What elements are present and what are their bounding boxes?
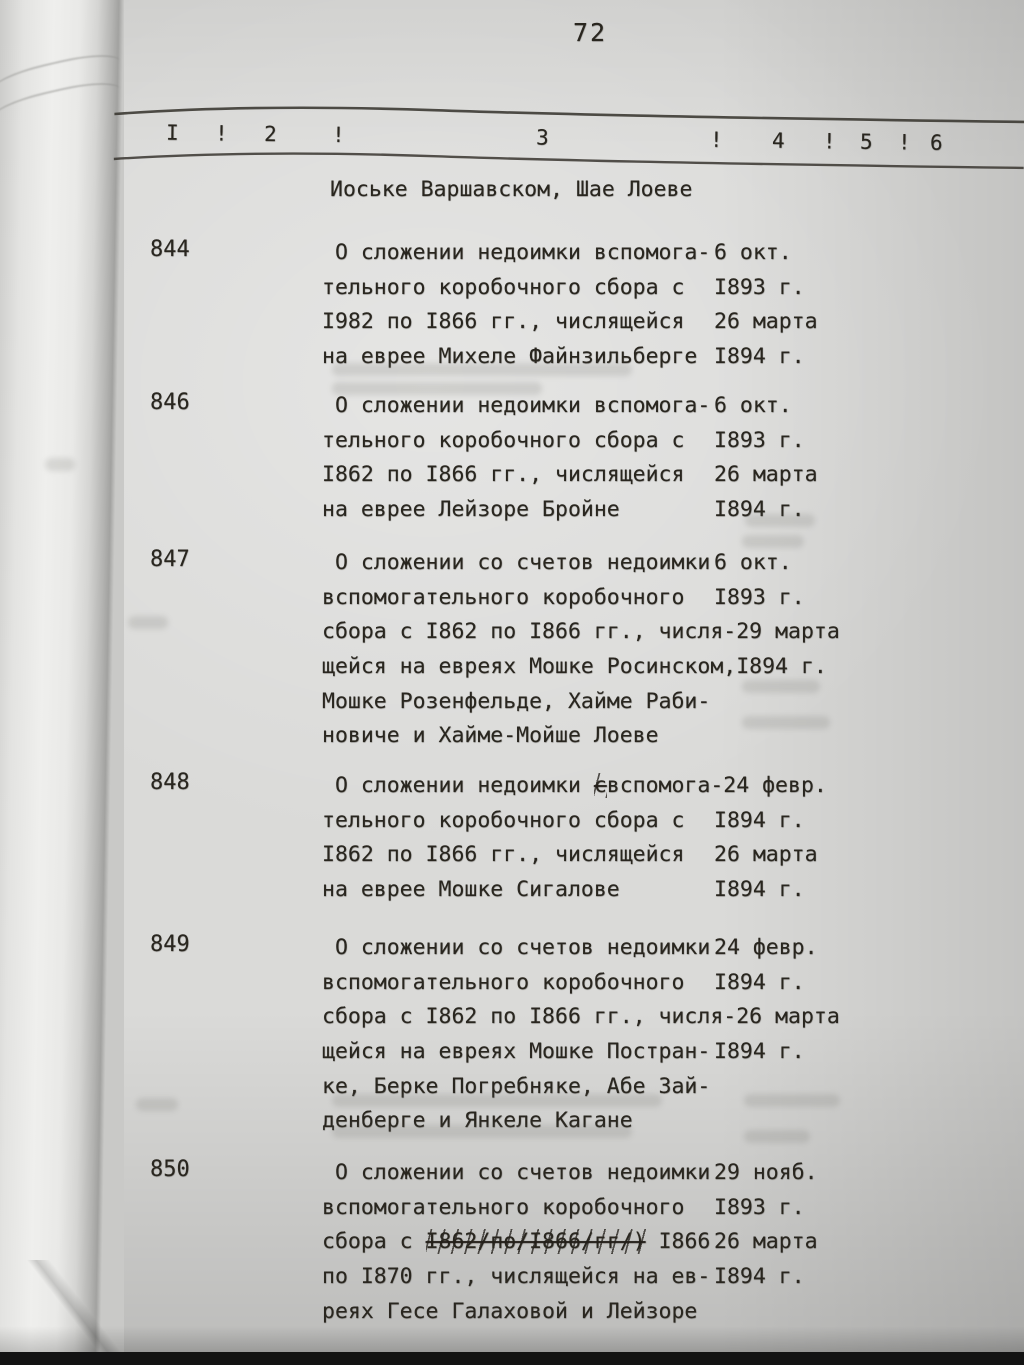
entry-text-line — [322, 428, 818, 463]
entry-line-date: I894 г. — [714, 344, 805, 370]
entry-lines — [322, 240, 818, 379]
entry-lines — [322, 935, 840, 1143]
header-cell: ! — [709, 127, 723, 152]
entry-line-date: 29 нояб. — [714, 1160, 818, 1185]
entry-line-date: I894 г. — [714, 1264, 805, 1290]
bleedthrough-smudge — [332, 382, 542, 395]
header-cell: 5 — [859, 129, 873, 154]
entry-text-line — [322, 309, 818, 344]
bleedthrough-smudge — [744, 1094, 840, 1107]
entry-line-date: I894 г. — [714, 969, 805, 995]
entry-text-line — [322, 935, 840, 970]
bottom-scan-edge — [0, 1352, 1024, 1365]
entry-line-date: 26 марта — [714, 309, 818, 335]
entry-lines — [322, 773, 827, 912]
entry-line-text: О сложении со счетов недоимки — [322, 1160, 711, 1185]
bleedthrough-smudge — [136, 1098, 178, 1111]
entry-line-text — [322, 1229, 714, 1254]
entry-line-date: I893 г. — [714, 274, 805, 300]
entry-line-text: вспомогательного коробочного — [322, 1194, 685, 1220]
entry-line-date: I894 г. — [714, 877, 805, 903]
entry-text-line — [322, 1229, 818, 1264]
entry-text-line — [322, 550, 840, 585]
table-header-rules — [113, 98, 1024, 188]
entry-line-text: щейся на евреях Мошке Постран- — [322, 1039, 711, 1065]
entry-text-line — [322, 393, 818, 428]
entry-line-text: тельного коробочного сбора с — [322, 427, 685, 453]
entry-number: 846 — [150, 390, 190, 415]
header-cell: 6 — [929, 130, 943, 155]
bleedthrough-smudge — [742, 680, 820, 693]
text-segment: сбора с — [322, 1229, 426, 1255]
entry-number: 844 — [150, 237, 190, 262]
entry-line-text: новиче и Хайме-Мойше Лоеве — [322, 723, 659, 749]
entry-line-date: I894 г. — [714, 807, 805, 833]
header-cell: I — [165, 120, 179, 145]
bleedthrough-smudge — [744, 1130, 810, 1143]
entry-line-text: денберге и Янкеле Кагане — [322, 1108, 633, 1134]
entry-line-date: 6 окт. — [714, 550, 792, 575]
entry-line-text — [322, 773, 723, 798]
entry-line-date: 26 марта — [714, 842, 818, 868]
entry-line-text: I862 по I866 гг., числящейся — [322, 842, 685, 868]
entry-line-date: 26 марта — [714, 462, 818, 488]
continuation-text: Иоське Варшавском, Шае Лоеве — [330, 177, 693, 202]
entry-number: 849 — [150, 932, 190, 957]
entry-text-line — [322, 808, 827, 843]
entry-line-text: по I870 гг., числящейся на ев- — [322, 1264, 711, 1290]
header-cell: ! — [897, 130, 911, 155]
header-cell: 4 — [771, 128, 785, 153]
previous-page-curl — [0, 0, 124, 1365]
entry-lines — [322, 393, 818, 532]
entry-text-line — [322, 585, 840, 620]
entry-line-date: I893 г. — [714, 1194, 805, 1220]
entry-line-text: О сложении со счетов недоимки — [322, 935, 711, 960]
bleedthrough-smudge — [128, 616, 168, 629]
entry-number: 848 — [150, 770, 190, 795]
bleedthrough-smudge — [332, 1125, 632, 1138]
entry-line-text: I982 по I866 гг., числящейся — [322, 309, 685, 335]
entry-text-line — [322, 1039, 840, 1074]
bottom-shadow — [0, 1326, 1024, 1352]
header-cell: ! — [214, 121, 228, 146]
page-number: 72 — [573, 18, 608, 47]
text-segment: вспомога- — [606, 773, 724, 798]
entry-line-text: тельного коробочного сбора с — [322, 274, 685, 300]
entry-line-date: 24 февр. — [723, 773, 827, 798]
entry-text-line — [322, 773, 827, 808]
text-segment: О сложении недоимки — [322, 773, 594, 798]
entry-line-text: О сложении недоимки вспомога- — [322, 393, 711, 418]
entry-line-text: реях Гесе Галаховой и Лейзоре — [322, 1298, 698, 1324]
entry-line-text: Мошке Розенфельде, Хайме Раби- — [322, 688, 711, 714]
entry-line-text: ке, Берке Погребняке, Абе Зай- — [322, 1073, 711, 1099]
entry-text-line — [322, 275, 818, 310]
entry-line-date: I893 г. — [714, 584, 805, 610]
bleedthrough-smudge — [742, 535, 804, 548]
entry-line-date: 6 окт. — [714, 393, 792, 418]
entry-line-date: 26 марта — [714, 1229, 818, 1255]
text-segment: I866 — [645, 1229, 711, 1255]
header-cell: 3 — [535, 125, 549, 150]
header-cell: ! — [331, 122, 345, 148]
table-header — [113, 98, 1024, 188]
entry-text-line — [322, 240, 818, 275]
entry-lines — [322, 1160, 818, 1333]
entry-line-text: щейся на евреях Мошке Росинском, — [322, 654, 737, 680]
entry-line-text: вспомогательного коробочного — [322, 969, 685, 995]
entry-number: 850 — [150, 1157, 190, 1182]
entry-line-date: I894 г. — [714, 497, 805, 523]
entry-text-line — [322, 842, 827, 877]
entry-line-text: О сложении со счетов недоимки — [322, 550, 711, 575]
entry-line-date: I894 г. — [736, 654, 827, 680]
entry-line-date: 6 окт. — [714, 240, 792, 265]
entry-line-text: на еврее Мошке Сигалове — [322, 877, 620, 903]
entry-text-line — [322, 1160, 818, 1195]
entry-line-date: 26 марта — [736, 1004, 840, 1030]
header-cell: 2 — [263, 121, 277, 147]
entry-line-text: сбора с I862 по I866 гг., числя- — [322, 1004, 737, 1030]
entry-text-line — [322, 1004, 840, 1039]
bleedthrough-smudge — [745, 514, 815, 527]
struck-text: с — [593, 773, 607, 798]
entry-text-line — [322, 1264, 818, 1299]
bleedthrough-smudge — [742, 716, 830, 729]
entry-line-text: на еврее Михеле Файнзильберге — [322, 344, 698, 370]
bleedthrough-smudge — [332, 1094, 662, 1107]
bleedthrough-smudge — [332, 363, 632, 376]
entry-line-text: О сложении недоимки вспомога- — [322, 240, 711, 265]
entry-line-text: вспомогательного коробочного — [322, 584, 685, 610]
entry-number: 847 — [150, 547, 190, 572]
entry-line-date: 29 марта — [736, 619, 840, 645]
entry-line-text: на еврее Лейзоре Бройне — [322, 497, 620, 523]
header-cell: ! — [822, 129, 836, 154]
entry-line-date: 24 февр. — [714, 935, 818, 960]
entry-line-text: тельного коробочного сбора с — [322, 807, 685, 833]
entry-line-text: I862 по I866 гг., числящейся — [322, 462, 685, 488]
bleedthrough-smudge — [45, 458, 75, 471]
entry-line-date: I893 г. — [714, 427, 805, 453]
struck-text: I862/по/I866/гг/) — [425, 1229, 646, 1255]
entry-text-line — [322, 462, 818, 497]
entry-text-line — [322, 619, 840, 654]
entry-text-line — [322, 497, 818, 532]
entry-text-line — [322, 877, 827, 912]
entry-text-line — [322, 970, 840, 1005]
entry-line-date: I894 г. — [714, 1039, 805, 1065]
entry-line-text: сбора с I862 по I866 гг., числя- — [322, 619, 737, 645]
entry-text-line — [322, 1195, 818, 1230]
